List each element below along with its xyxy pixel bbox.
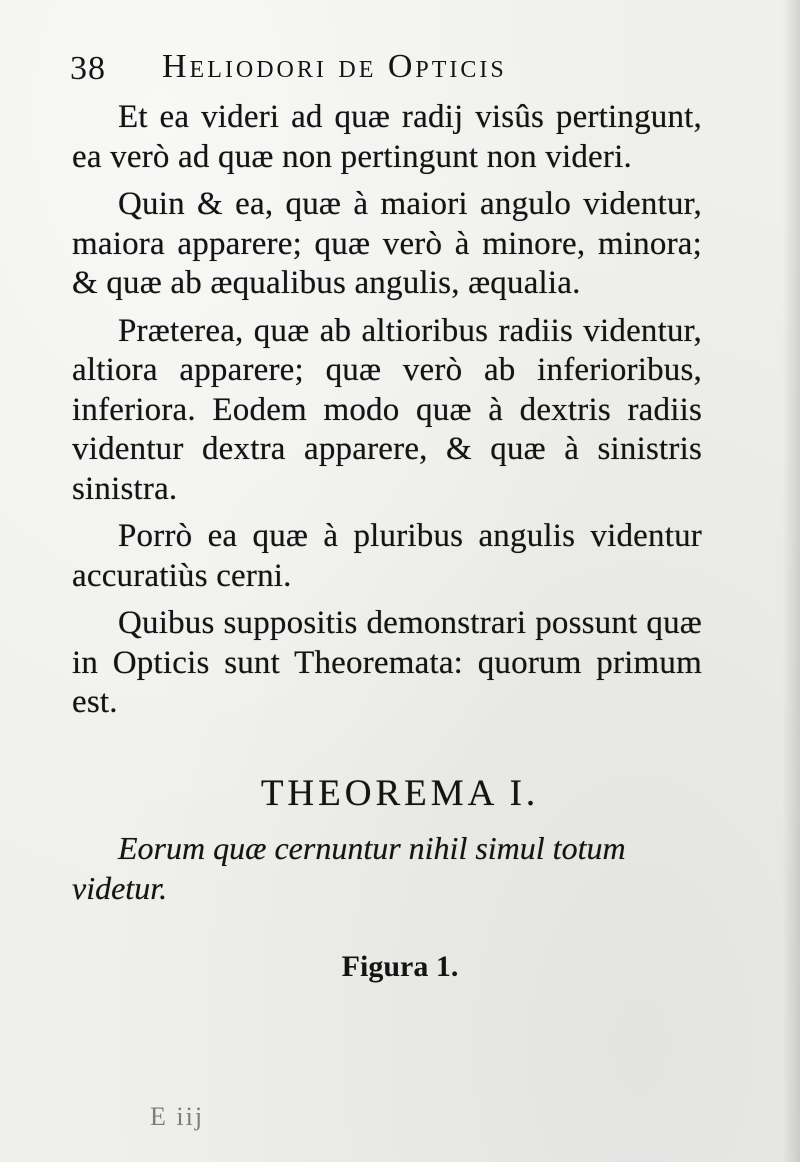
page-edge-shadow <box>782 0 800 1162</box>
theorem-statement: Eorum quæ cernuntur nihil simul totum videtur. <box>72 830 626 906</box>
paragraph-1: Et ea videri ad quæ radij visûs pertingunt, ea verò ad quæ non pertingunt non videri. <box>72 99 702 175</box>
running-title: Heliodori de Opticis <box>162 48 507 85</box>
paragraph-4: Porrò ea quæ à pluribus angulis videntur accuratiùs cerni. <box>72 518 702 594</box>
figure-caption: Figura 1. <box>341 950 459 983</box>
paragraph-5: Quibus suppositis demonstrari possunt quæ in Opticis sunt Theoremata: quorum primum est. <box>72 605 702 720</box>
paragraph-3: Præterea, quæ ab altioribus radiis videntur, altiora apparere; quæ verò ab inferioribus, inferiora. Eodem modo quæ à dextris radiis videntur dextra apparere, & quæ à sinistris sinistra. <box>72 312 702 507</box>
signature-mark: E iij <box>150 1102 205 1131</box>
page-number: 38 <box>70 50 106 87</box>
body-text <box>72 98 702 731</box>
paragraph-2: Quin & ea, quæ à maiori angulo videntur, maiora apparere; quæ verò à minore, minora; & quæ ab æqualibus angulis, æqualia. <box>72 186 702 301</box>
page-header <box>70 42 720 98</box>
theorem-title: THEOREMA I. <box>260 773 540 814</box>
